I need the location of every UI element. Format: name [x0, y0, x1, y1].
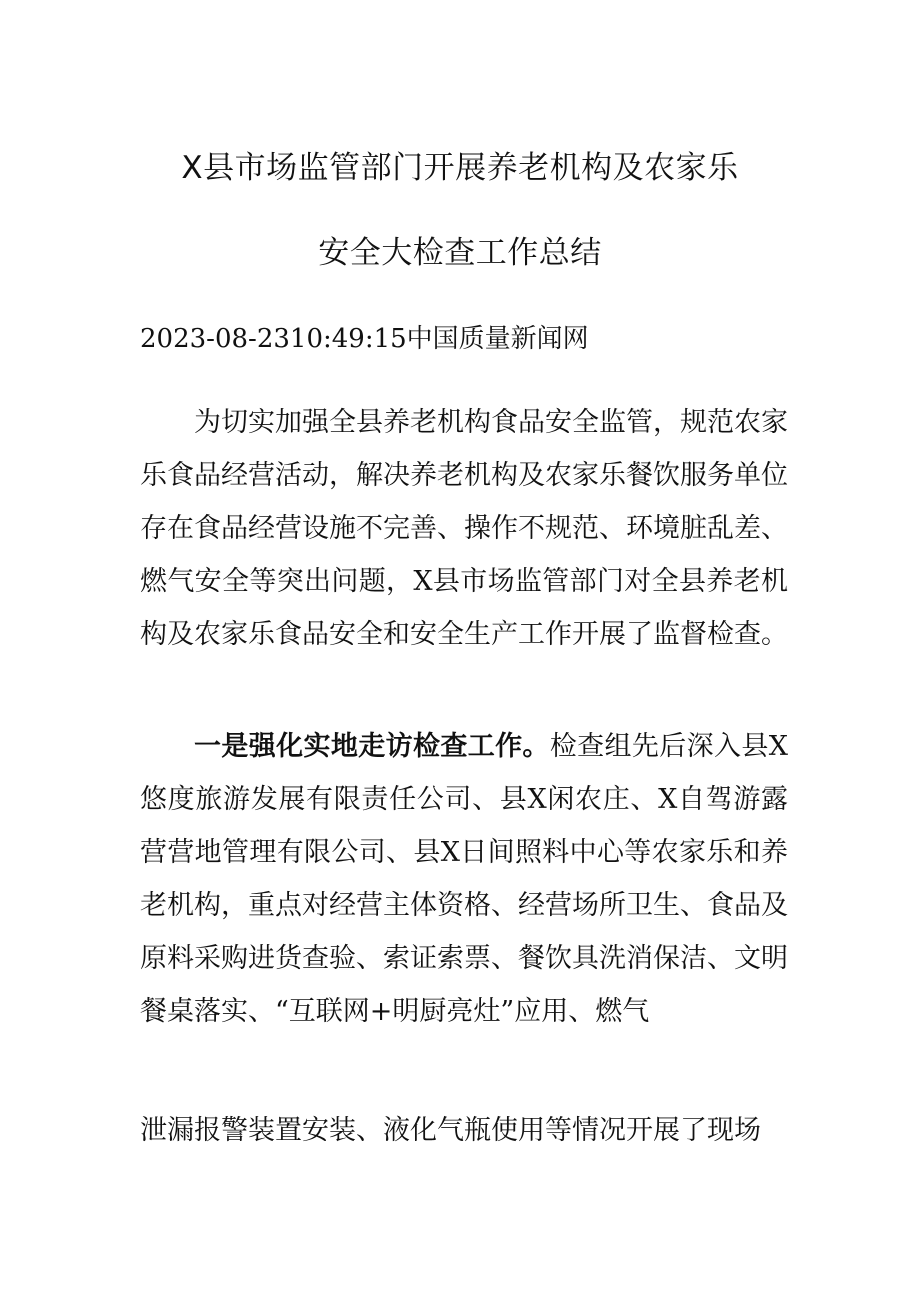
paragraph-inspection [140, 720, 788, 1038]
document-title-line-2: 安全大检查工作总结 [318, 235, 602, 271]
document-title-line-1: X县市场监管部门开展养老机构及农家乐 [181, 150, 739, 186]
paragraph-lead-heading: 一是强化实地走访检查工作。 [194, 731, 550, 762]
publish-meta: 2023-08-2310:49:15中国质量新闻网 [140, 324, 589, 354]
paragraph-continuation: 泄漏报警装置安装、液化气瓶使用等情况开展了现场 [140, 1115, 761, 1146]
paragraph-body: 检查组先后深入县X悠度旅游发展有限责任公司、县X闲农庄、X自驾游露营营地管理有限公司、县X日间照料中心等农家乐和养老机构，重点对经营主体资格、经营场所卫生、食品及原料采购进货查验、索证索票、餐饮具洗消保洁、文明餐桌落实、“互联网+明厨亮灶”应用、燃气 [140, 731, 788, 1027]
paragraph-intro: 为切实加强全县养老机构食品安全监管，规范农家乐食品经营活动，解决养老机构及农家乐餐饮服务单位存在食品经营设施不完善、操作不规范、环境脏乱差、燃气安全等突出问题，X县市场监管部门对全县养老机构及农家乐食品安全和安全生产工作开展了监督检查。 [140, 407, 788, 650]
